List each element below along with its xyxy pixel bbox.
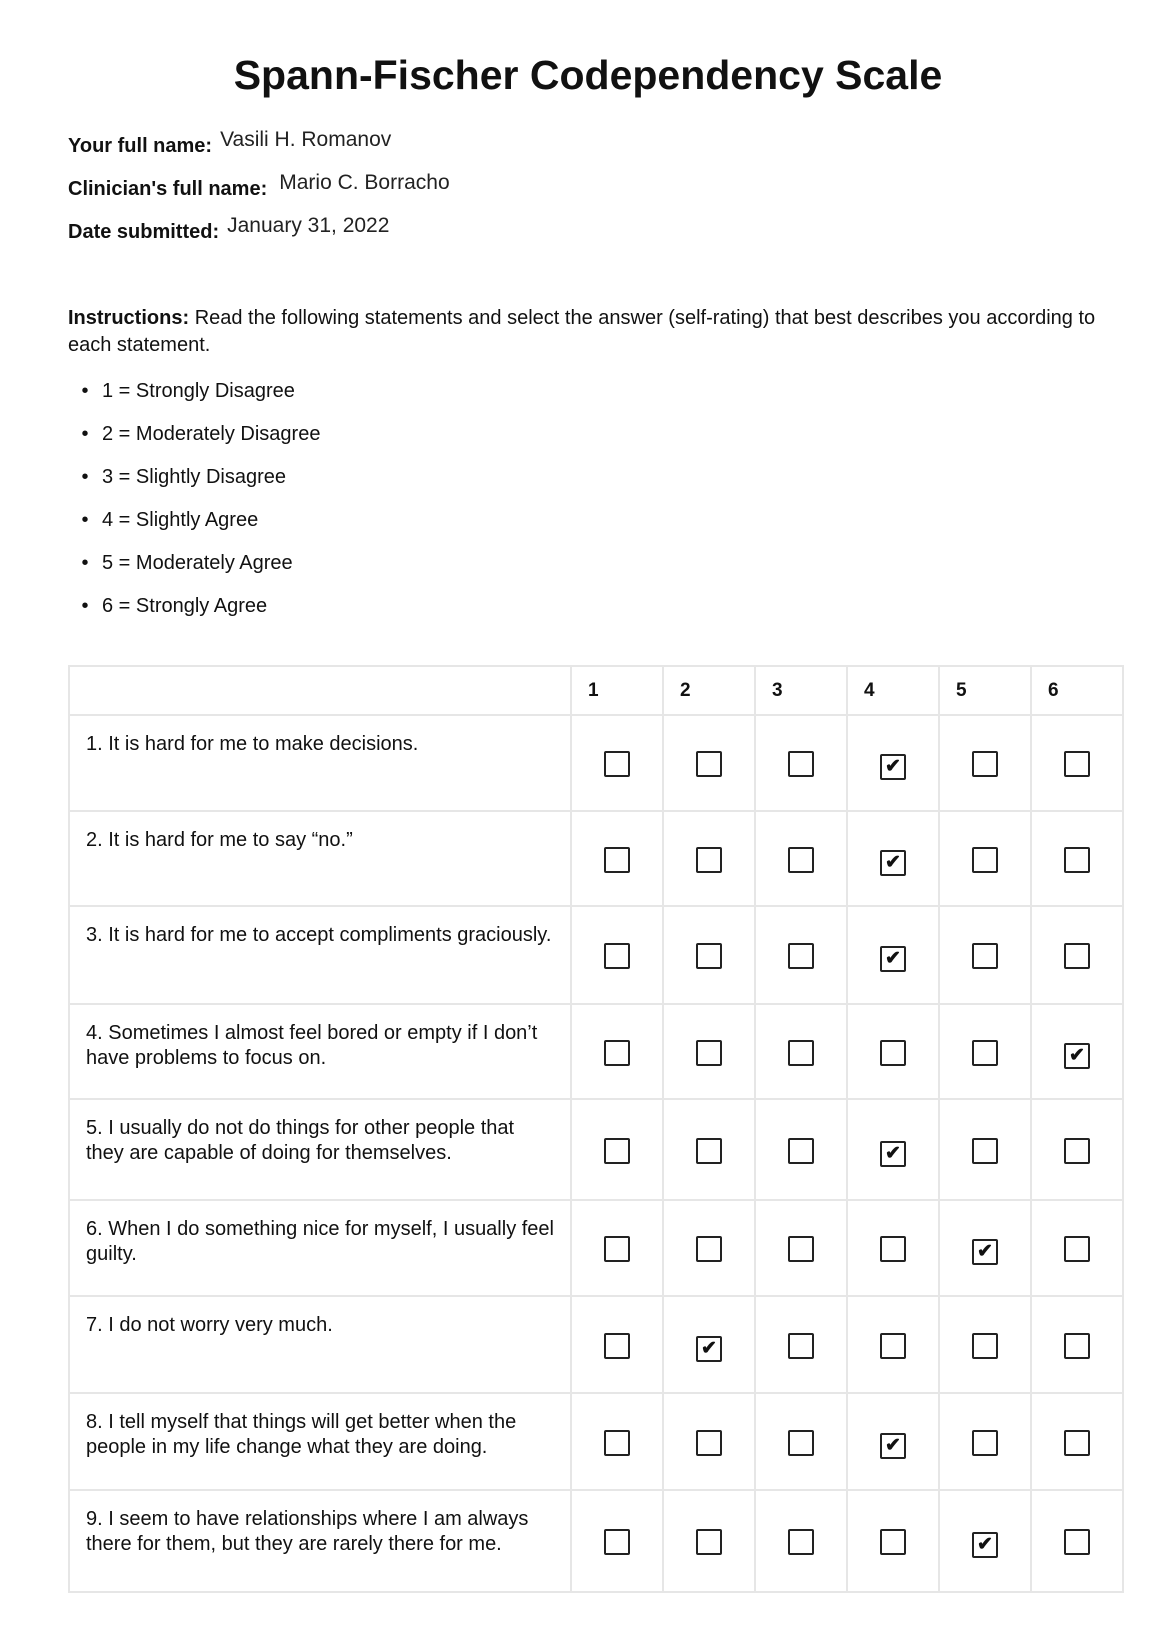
page-title: Spann-Fischer Codependency Scale <box>233 52 943 98</box>
scale-item-label: 6 = Strongly Agree <box>102 595 268 617</box>
rating-cell <box>571 715 663 811</box>
bullet-icon: • <box>81 509 89 531</box>
instructions-label: Instructions: <box>68 307 190 329</box>
checkbox[interactable] <box>604 1040 630 1066</box>
rating-cell <box>571 1490 663 1592</box>
checkbox[interactable] <box>604 1333 630 1359</box>
checkbox[interactable] <box>788 1430 814 1456</box>
checkbox[interactable] <box>880 1333 906 1359</box>
rating-cell <box>571 906 663 1004</box>
table-row <box>69 1004 1123 1099</box>
rating-cell <box>939 715 1031 811</box>
rating-cell <box>663 1200 755 1296</box>
rating-cell <box>847 811 939 906</box>
checkbox[interactable] <box>696 1138 722 1164</box>
rating-cell <box>1031 1393 1123 1490</box>
rating-cell <box>663 715 755 811</box>
clinician-name-label: Clinician's full name: <box>68 178 268 200</box>
statement-cell: 1. It is hard for me to make decisions. <box>69 715 571 811</box>
statement-cell: 5. I usually do not do things for other people that they are capable of doing for themselves. <box>69 1099 571 1200</box>
checked-checkbox[interactable] <box>1064 1043 1090 1069</box>
table-row <box>69 1393 1123 1490</box>
checkbox[interactable] <box>880 1529 906 1555</box>
rating-cell <box>939 1393 1031 1490</box>
rating-column-header: 5 <box>939 666 1031 715</box>
rating-cell <box>755 1296 847 1393</box>
table-row <box>69 1296 1123 1393</box>
checkbox[interactable] <box>788 1138 814 1164</box>
checked-checkbox[interactable] <box>880 1433 906 1459</box>
checkbox[interactable] <box>1064 847 1090 873</box>
checkbox[interactable] <box>1064 1430 1090 1456</box>
rating-cell <box>571 1296 663 1393</box>
rating-cell <box>1031 1200 1123 1296</box>
check-icon: ✔ <box>885 1434 901 1456</box>
rating-cell <box>663 1393 755 1490</box>
rating-cell <box>755 1393 847 1490</box>
rating-cell <box>663 811 755 906</box>
checkbox[interactable] <box>972 1333 998 1359</box>
rating-cell <box>1031 1099 1123 1200</box>
checked-checkbox[interactable] <box>880 946 906 972</box>
bullet-icon: • <box>81 466 89 488</box>
questionnaire-table <box>68 665 1124 1593</box>
check-icon: ✔ <box>977 1241 993 1262</box>
rating-cell <box>755 715 847 811</box>
checked-checkbox[interactable] <box>880 1141 906 1167</box>
rating-cell <box>939 1200 1031 1296</box>
scale-item <box>68 421 320 464</box>
scale-item <box>68 593 320 636</box>
rating-cell <box>1031 715 1123 811</box>
check-icon: ✔ <box>885 756 901 777</box>
clinician-name-field <box>68 171 450 201</box>
checkbox[interactable] <box>1064 943 1090 969</box>
checkbox[interactable] <box>696 943 722 969</box>
statement-cell: 7. I do not worry very much. <box>69 1296 571 1393</box>
rating-cell <box>571 1200 663 1296</box>
checkbox[interactable] <box>972 751 998 777</box>
instructions <box>68 305 1118 359</box>
bullet-icon: • <box>81 423 89 445</box>
scale-item-label: 5 = Moderately Agree <box>102 552 293 574</box>
rating-cell <box>571 1099 663 1200</box>
checked-checkbox[interactable] <box>696 1336 722 1362</box>
statement-cell: 8. I tell myself that things will get better when the people in my life change what they are doing. <box>69 1393 571 1490</box>
statement-cell: 6. When I do something nice for myself, I usually feel guilty. <box>69 1200 571 1296</box>
rating-cell <box>939 1004 1031 1099</box>
rating-cell <box>663 1099 755 1200</box>
statement-column-header <box>69 666 571 715</box>
checked-checkbox[interactable] <box>880 850 906 876</box>
scale-item-label: 4 = Slightly Agree <box>102 509 259 531</box>
rating-cell <box>755 1004 847 1099</box>
rating-cell <box>939 1296 1031 1393</box>
bullet-icon: • <box>81 552 89 574</box>
scale-item <box>68 378 320 421</box>
rating-column-header: 4 <box>847 666 939 715</box>
checkbox[interactable] <box>788 1040 814 1066</box>
rating-cell <box>939 811 1031 906</box>
check-icon: ✔ <box>885 948 901 969</box>
rating-cell <box>847 1490 939 1592</box>
rating-cell <box>847 1004 939 1099</box>
rating-cell <box>847 1393 939 1490</box>
scale-item <box>68 550 320 593</box>
rating-column-header: 1 <box>571 666 663 715</box>
scale-item <box>68 507 320 550</box>
checkbox[interactable] <box>604 943 630 969</box>
rating-cell <box>939 1099 1031 1200</box>
checkbox[interactable] <box>696 1040 722 1066</box>
checkbox[interactable] <box>696 847 722 873</box>
checkbox[interactable] <box>1064 1333 1090 1359</box>
scale-item-label: 1 = Strongly Disagree <box>102 380 295 402</box>
scale-item-label: 3 = Slightly Disagree <box>102 466 286 488</box>
rating-column-header: 3 <box>755 666 847 715</box>
statement-cell: 9. I seem to have relationships where I am always there for them, but they are rarely there for me. <box>69 1490 571 1592</box>
checkbox[interactable] <box>604 1236 630 1262</box>
patient-name-field <box>68 128 392 158</box>
checkbox[interactable] <box>604 1430 630 1456</box>
rating-cell <box>755 1099 847 1200</box>
checkbox[interactable] <box>604 847 630 873</box>
rating-cell <box>847 1296 939 1393</box>
date-submitted-value[interactable]: January 31, 2022 <box>227 214 390 237</box>
rating-cell <box>755 811 847 906</box>
check-icon: ✔ <box>1069 1044 1085 1066</box>
rating-cell <box>571 811 663 906</box>
rating-column-header: 6 <box>1031 666 1123 715</box>
instructions-text: Read the following statements and select the answer (self-rating) that best describes you according to each statement. <box>68 307 1096 356</box>
rating-cell <box>1031 1004 1123 1099</box>
rating-cell <box>1031 811 1123 906</box>
checked-checkbox[interactable] <box>972 1239 998 1265</box>
scale-item <box>68 464 320 507</box>
checked-checkbox[interactable] <box>972 1532 998 1558</box>
statement-cell: 2. It is hard for me to say “no.” <box>69 811 571 906</box>
table-row <box>69 1200 1123 1296</box>
rating-cell <box>847 1200 939 1296</box>
rating-cell <box>755 1490 847 1592</box>
checkbox[interactable] <box>788 751 814 777</box>
rating-cell <box>663 1296 755 1393</box>
rating-cell <box>1031 1490 1123 1592</box>
checkbox[interactable] <box>788 1236 814 1262</box>
patient-name-value[interactable]: Vasili H. Romanov <box>220 128 392 151</box>
checkbox[interactable] <box>696 1236 722 1262</box>
table-row <box>69 715 1123 811</box>
check-icon: ✔ <box>701 1337 717 1359</box>
date-submitted-field <box>68 214 390 244</box>
rating-cell <box>1031 1296 1123 1393</box>
checkbox[interactable] <box>972 847 998 873</box>
table-row <box>69 811 1123 906</box>
rating-cell <box>571 1393 663 1490</box>
check-icon: ✔ <box>885 1142 901 1164</box>
rating-cell <box>847 1099 939 1200</box>
checkbox[interactable] <box>696 1529 722 1555</box>
table-row <box>69 906 1123 1004</box>
checkbox[interactable] <box>604 751 630 777</box>
rating-cell <box>663 1490 755 1592</box>
bullet-icon: • <box>81 380 89 402</box>
checkbox[interactable] <box>788 943 814 969</box>
checkbox[interactable] <box>1064 1138 1090 1164</box>
checkbox[interactable] <box>972 1138 998 1164</box>
scale-item-label: 2 = Moderately Disagree <box>102 423 321 445</box>
checkbox[interactable] <box>972 943 998 969</box>
rating-cell <box>755 906 847 1004</box>
rating-cell <box>847 715 939 811</box>
checkbox[interactable] <box>604 1529 630 1555</box>
table-row <box>69 1490 1123 1592</box>
rating-cell <box>663 906 755 1004</box>
checkbox[interactable] <box>788 1333 814 1359</box>
rating-cell <box>847 906 939 1004</box>
check-icon: ✔ <box>885 851 901 873</box>
checkbox[interactable] <box>880 1236 906 1262</box>
rating-cell <box>939 1490 1031 1592</box>
rating-cell <box>663 1004 755 1099</box>
rating-cell <box>1031 906 1123 1004</box>
clinician-name-value[interactable]: Mario C. Borracho <box>279 171 450 194</box>
checkbox[interactable] <box>1064 1236 1090 1262</box>
checkbox[interactable] <box>604 1138 630 1164</box>
checkbox[interactable] <box>788 1529 814 1555</box>
patient-name-label: Your full name: <box>68 135 213 157</box>
checkbox[interactable] <box>788 847 814 873</box>
statement-cell: 4. Sometimes I almost feel bored or empty if I don’t have problems to focus on. <box>69 1004 571 1099</box>
checkbox[interactable] <box>972 1040 998 1066</box>
rating-cell <box>571 1004 663 1099</box>
rating-cell <box>939 906 1031 1004</box>
statement-cell: 3. It is hard for me to accept compliments graciously. <box>69 906 571 1004</box>
rating-column-header: 2 <box>663 666 755 715</box>
check-icon: ✔ <box>977 1534 993 1555</box>
checkbox[interactable] <box>1064 751 1090 777</box>
rating-scale-list <box>68 378 320 636</box>
checkbox[interactable] <box>1064 1529 1090 1555</box>
checkbox[interactable] <box>696 1430 722 1456</box>
bullet-icon: • <box>81 595 89 617</box>
table-row <box>69 1099 1123 1200</box>
rating-cell <box>755 1200 847 1296</box>
checkbox[interactable] <box>880 1040 906 1066</box>
checked-checkbox[interactable] <box>880 754 906 780</box>
date-submitted-label: Date submitted: <box>68 221 220 243</box>
checkbox[interactable] <box>696 751 722 777</box>
checkbox[interactable] <box>972 1430 998 1456</box>
table-header-row <box>69 666 1123 715</box>
